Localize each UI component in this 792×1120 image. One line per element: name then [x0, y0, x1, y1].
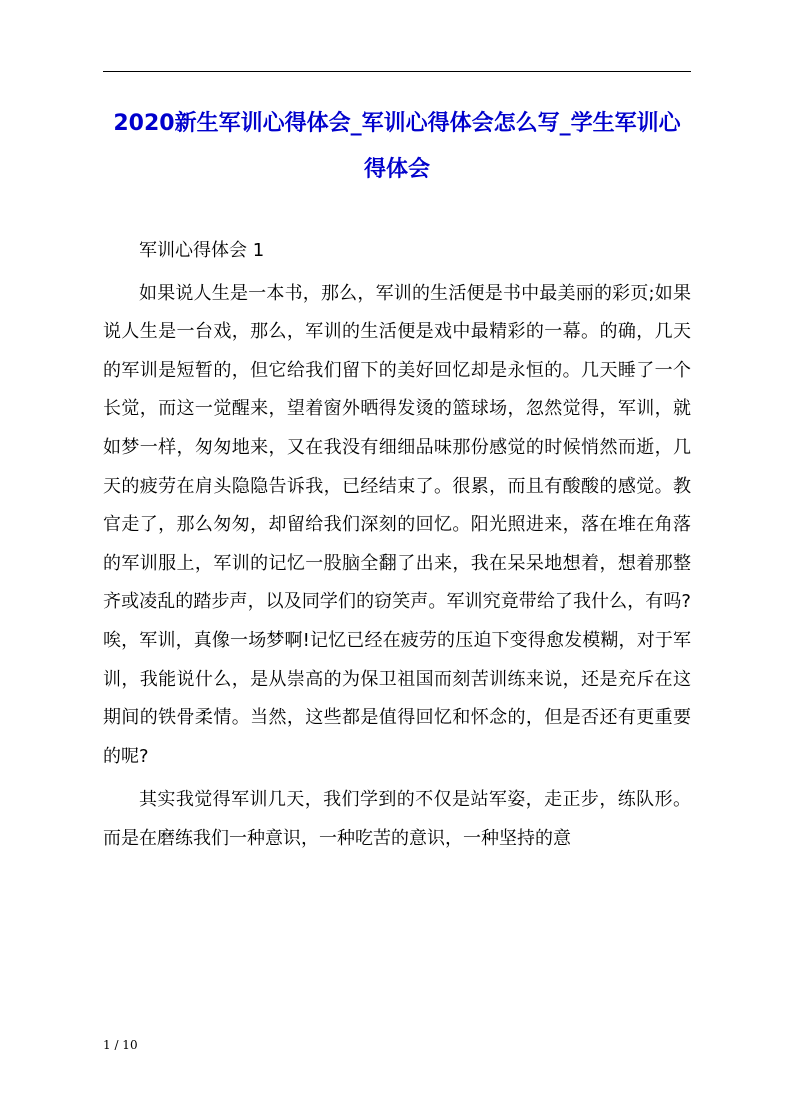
document-body: [103, 232, 691, 859]
body-paragraph: 其实我觉得军训几天，我们学到的不仅是站军姿，走正步，练队形。而是在磨练我们一种意识，一种吃苦的意识，一种坚持的意: [103, 789, 691, 849]
body-paragraph: 如果说人生是一本书，那么，军训的生活便是书中最美丽的彩页;如果说人生是一台戏，那么，军训的生活便是戏中最精彩的一幕。的确，几天的军训是短暂的，但它给我们留下的美好回忆却是永恒的。几天睡了一个长觉，而这一觉醒来，望着窗外晒得发烫的篮球场，忽然觉得，军训，就如梦一样，匆匆地来，又在我没有细细品味那份感觉的时候悄然而逝，几天的疲劳在肩头隐隐告诉我，已经结束了。很累，而且有酸酸的感觉。教官走了，那么匆匆，却留给我们深刻的回忆。阳光照进来，落在堆在角落的军训服上，军训的记忆一股脑全翻了出来，我在呆呆地想着，想着那整齐或凌乱的踏步声，以及同学们的窃笑声。军训究竟带给了我什么，有吗?唉，军训，真像一场梦啊!记忆已经在疲劳的压迫下变得愈发模糊，对于军训，我能说什么，是从崇高的为保卫祖国而刻苦训练来说，还是充斥在这期间的铁骨柔情。当然，这些都是值得回忆和怀念的，但是否还有更重要的呢?: [103, 282, 691, 767]
page-number: 1 / 10: [103, 1038, 138, 1052]
document-title: 2020新生军训心得体会_军训心得体会怎么写_学生军训心得体会: [113, 111, 681, 182]
header-rule: [103, 71, 691, 72]
section-heading: 军训心得体会 1: [139, 240, 265, 261]
